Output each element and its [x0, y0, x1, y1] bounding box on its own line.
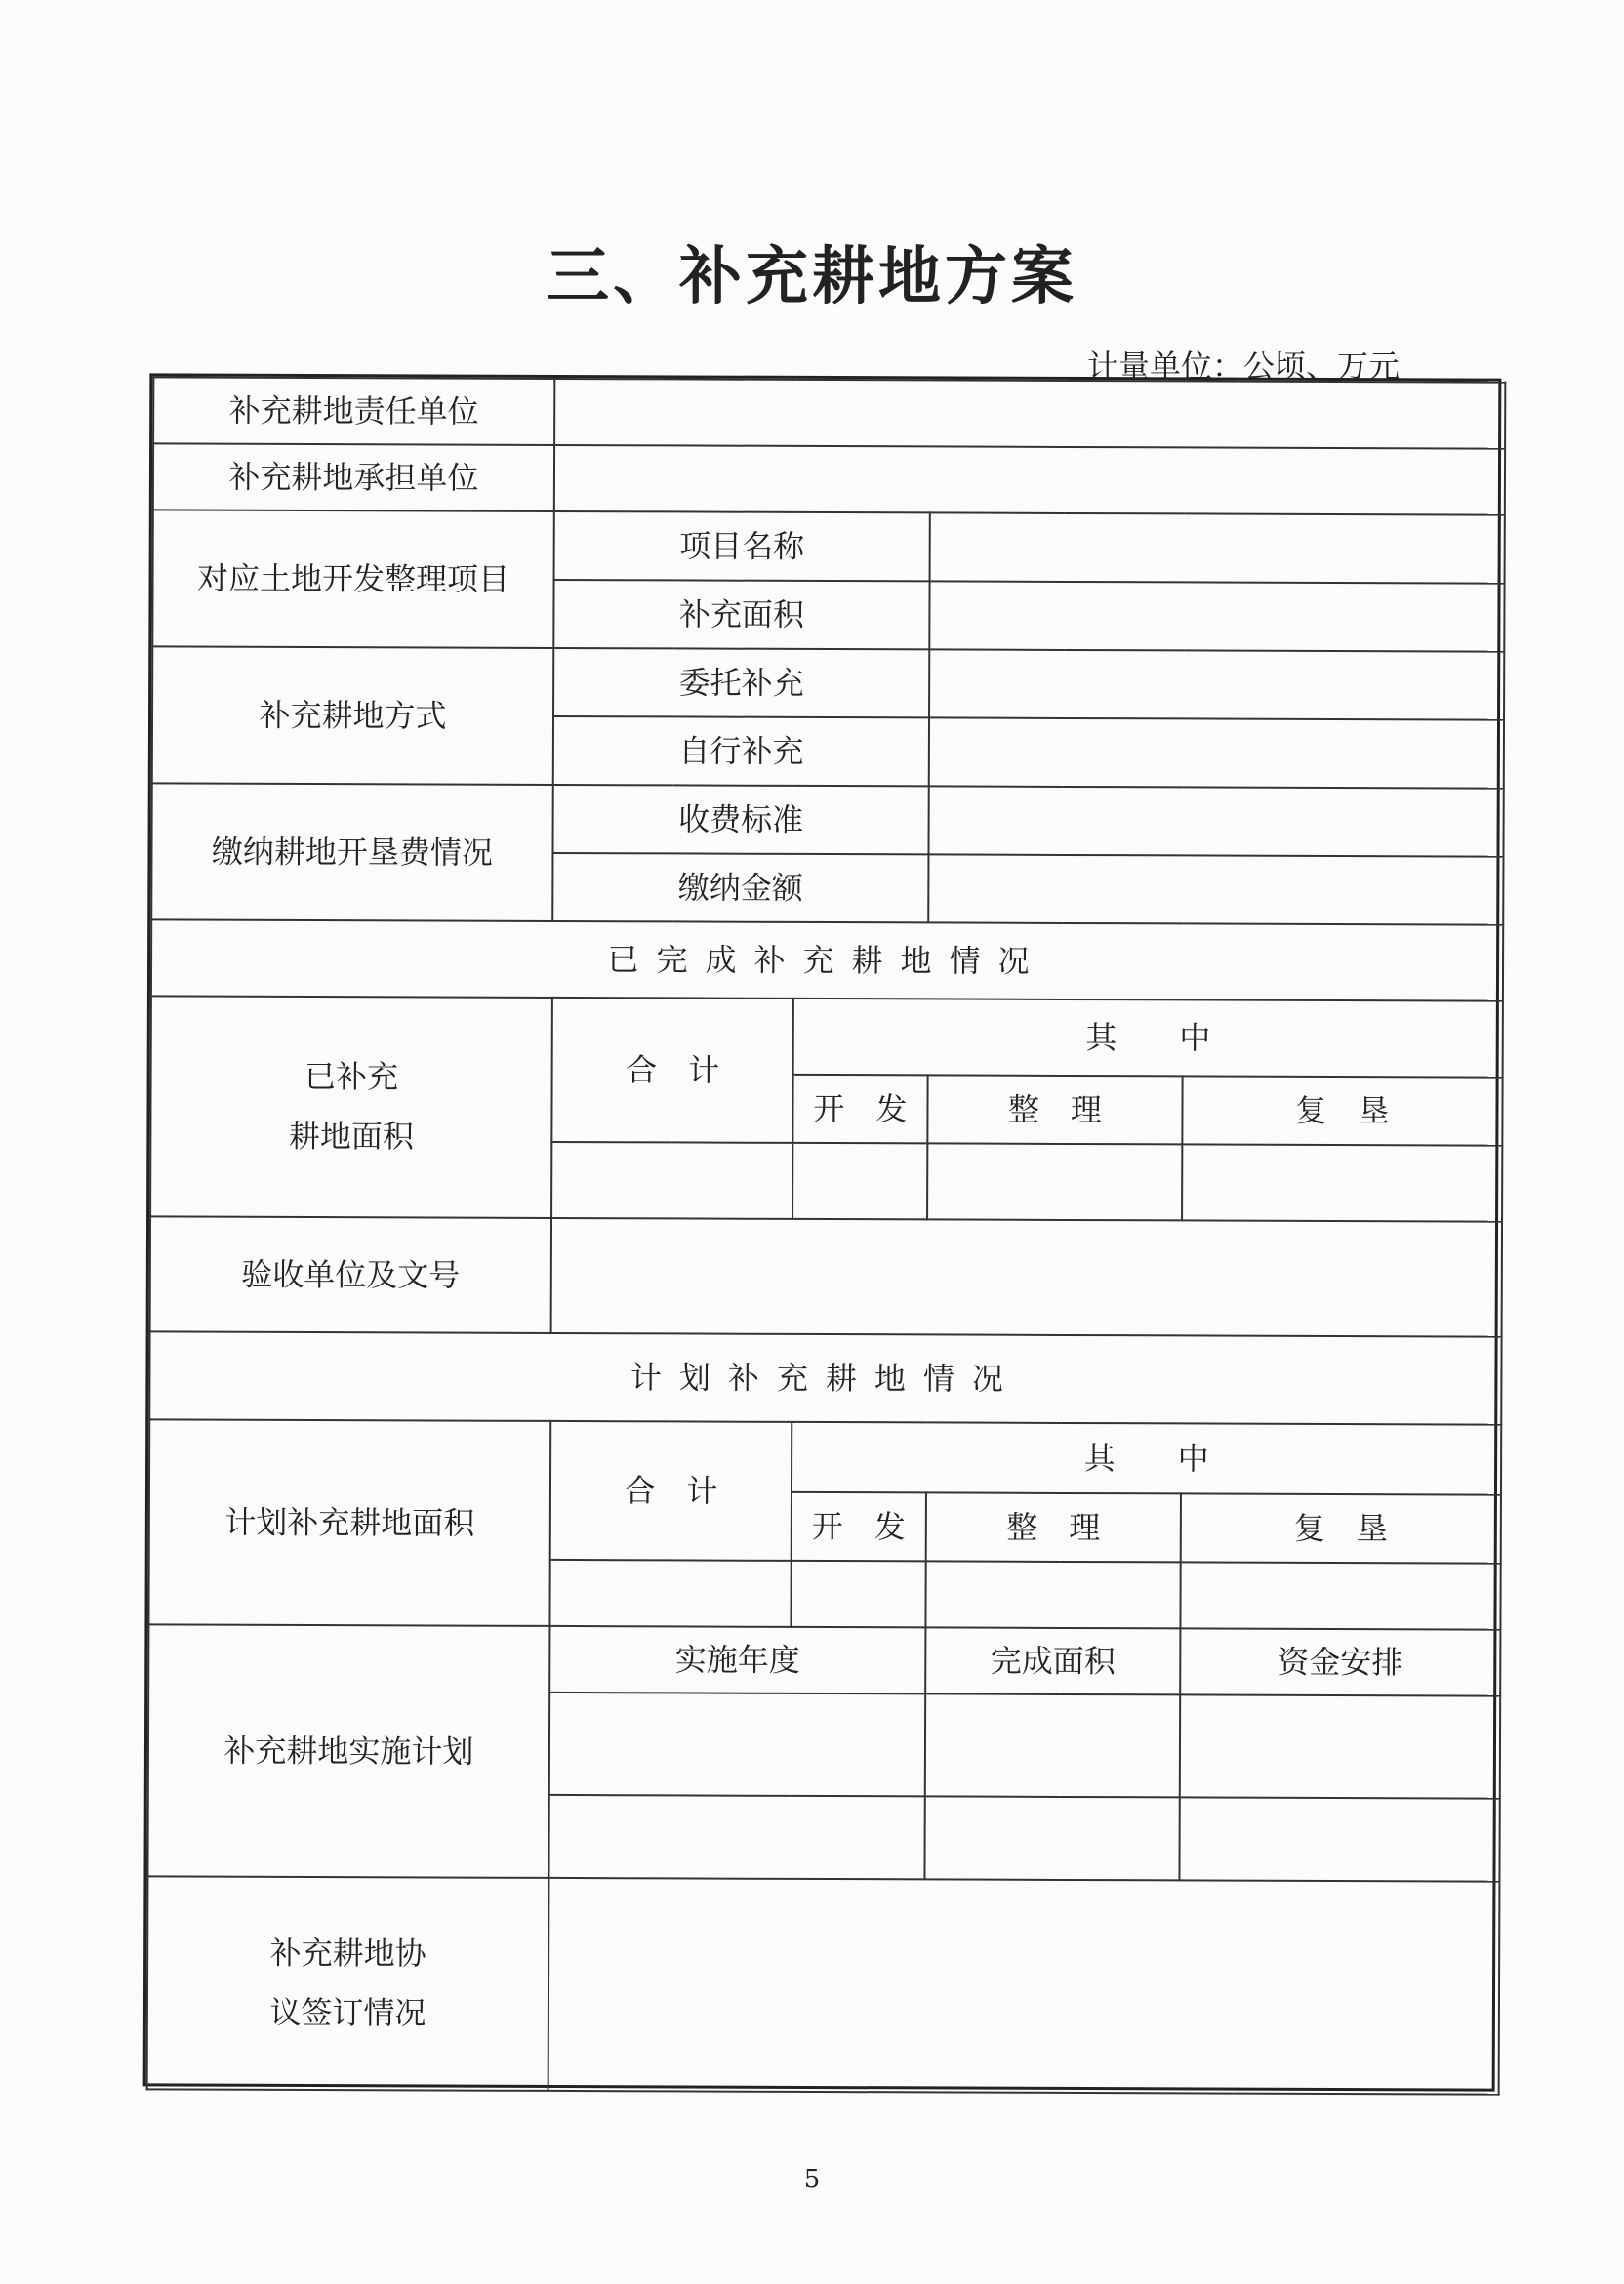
completed-area-label-line2: 耕地面积	[288, 1117, 414, 1156]
entrusted-field[interactable]	[929, 649, 1504, 719]
supplementary-farmland-form	[143, 373, 1502, 2091]
implementation-year-field-1[interactable]	[549, 1693, 925, 1796]
agreement-label	[147, 1876, 549, 2091]
completed-area-label-line1: 已补充	[304, 1058, 399, 1096]
table-row	[151, 783, 1503, 856]
responsible-unit-label: 补充耕地责任单位	[153, 377, 554, 445]
project-name-label: 项目名称	[554, 511, 930, 581]
implementation-year-field-2[interactable]	[548, 1795, 924, 1879]
undertaking-unit-field[interactable]	[554, 445, 1505, 515]
planned-section-title: 计划补充耕地情况	[149, 1331, 1501, 1424]
table-row	[148, 1624, 1500, 1695]
completed-total-label: 合 计	[551, 998, 793, 1143]
completed-total-field[interactable]	[551, 1142, 792, 1219]
entrusted-label: 委托补充	[553, 648, 929, 717]
method-label: 补充耕地方式	[152, 646, 554, 785]
implementation-funding-header: 资金安排	[1180, 1628, 1500, 1695]
planned-area-label: 计划补充耕地面积	[148, 1419, 550, 1626]
completed-consolidation-label: 整 理	[927, 1075, 1182, 1144]
implementation-area-field-2[interactable]	[924, 1796, 1179, 1880]
table-row	[147, 1876, 1500, 2094]
planned-reclamation-label: 复 垦	[1181, 1493, 1501, 1563]
completed-section-title: 已完成补充耕地情况	[151, 919, 1503, 1000]
completed-development-field[interactable]	[792, 1143, 927, 1220]
table-row	[151, 996, 1503, 1077]
planned-reclamation-field[interactable]	[1180, 1562, 1500, 1629]
completed-among-label: 其 中	[793, 999, 1503, 1078]
project-label: 对应土地开发整理项目	[152, 510, 554, 648]
table-row	[153, 510, 1505, 583]
completed-reclamation-field[interactable]	[1182, 1144, 1502, 1221]
table-row	[153, 443, 1505, 514]
fee-standard-label: 收费标准	[552, 785, 928, 854]
agreement-label-line1: 补充耕地协	[269, 1935, 426, 1973]
agreement-label-line2: 议签订情况	[269, 1993, 426, 2032]
planned-consolidation-field[interactable]	[925, 1561, 1180, 1628]
project-area-label: 补充面积	[553, 580, 929, 649]
form-table	[146, 376, 1507, 2095]
completed-area-label	[150, 996, 552, 1218]
acceptance-field[interactable]	[551, 1218, 1502, 1337]
table-row	[149, 1331, 1501, 1424]
fee-label: 缴纳耕地开垦费情况	[151, 783, 553, 921]
undertaking-unit-label: 补充耕地承担单位	[153, 443, 554, 511]
table-row	[152, 646, 1504, 719]
planned-total-field[interactable]	[549, 1560, 791, 1627]
implementation-funding-field-1[interactable]	[1180, 1694, 1500, 1798]
table-row	[153, 377, 1505, 448]
completed-development-label: 开 发	[792, 1075, 927, 1144]
page-title: 三、补充耕地方案	[547, 241, 1077, 313]
implementation-area-field-1[interactable]	[925, 1693, 1180, 1797]
project-name-field[interactable]	[930, 512, 1505, 583]
planned-development-field[interactable]	[791, 1561, 925, 1628]
implementation-funding-field-2[interactable]	[1179, 1797, 1499, 1881]
implementation-label: 补充耕地实施计划	[147, 1624, 549, 1878]
self-supplement-field[interactable]	[929, 717, 1504, 788]
planned-among-label: 其 中	[792, 1422, 1501, 1495]
project-area-field[interactable]	[929, 581, 1504, 651]
implementation-area-header: 完成面积	[925, 1627, 1180, 1694]
completed-consolidation-field[interactable]	[927, 1143, 1182, 1220]
self-supplement-label: 自行补充	[553, 716, 929, 786]
page-number: 5	[803, 2165, 821, 2194]
implementation-year-header: 实施年度	[549, 1626, 925, 1693]
planned-development-label: 开 发	[792, 1492, 926, 1562]
agreement-field[interactable]	[548, 1878, 1500, 2095]
planned-total-label: 合 计	[550, 1421, 792, 1561]
fee-amount-field[interactable]	[928, 854, 1503, 924]
completed-reclamation-label: 复 垦	[1182, 1076, 1502, 1145]
fee-standard-field[interactable]	[928, 786, 1503, 856]
planned-consolidation-label: 整 理	[926, 1492, 1181, 1562]
unit-note: 计量单位：公顷、万元	[1086, 347, 1400, 385]
responsible-unit-field[interactable]	[554, 379, 1505, 449]
table-row	[149, 1419, 1501, 1494]
fee-amount-label: 缴纳金额	[552, 853, 928, 922]
table-row	[150, 1216, 1502, 1336]
table-row	[151, 919, 1503, 1000]
acceptance-label: 验收单位及文号	[150, 1216, 551, 1333]
